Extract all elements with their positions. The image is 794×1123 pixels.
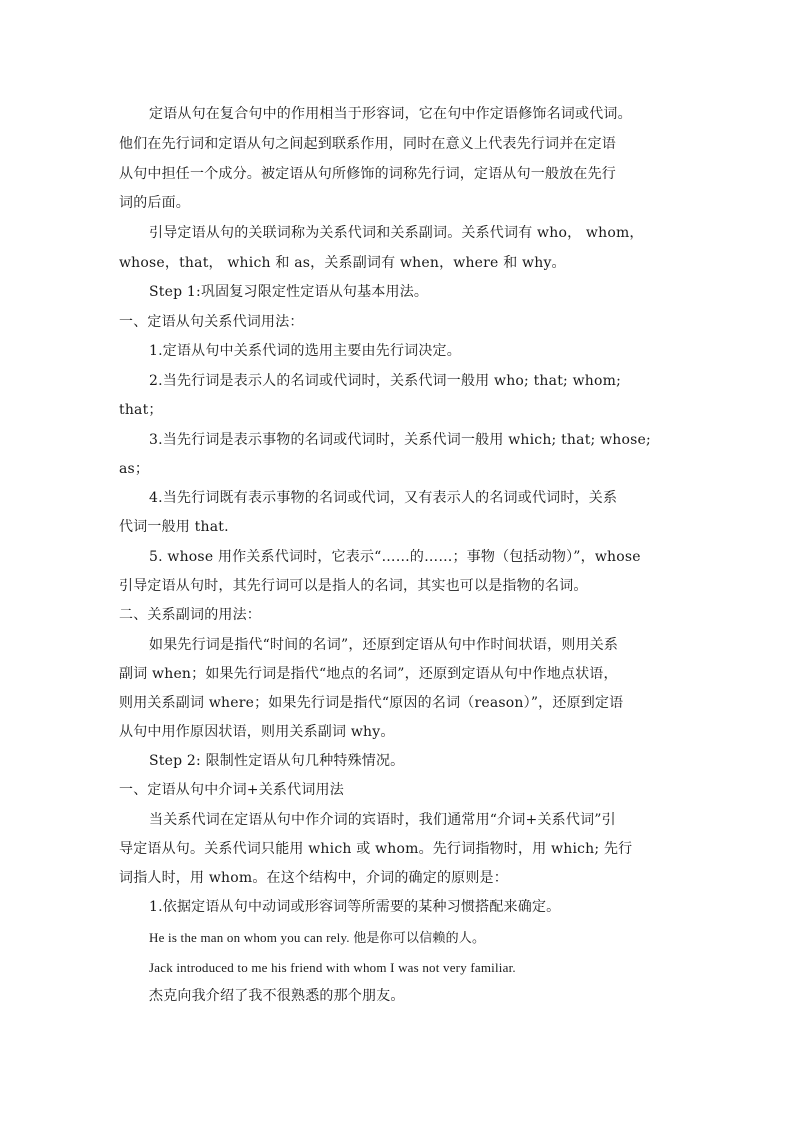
list-item-line: 5. whose 用作关系代词时，它表示“……的……；事物（包括动物）”，whose bbox=[149, 549, 641, 565]
step-heading: Step 1:巩固复习限定性定语从句基本用法。 bbox=[149, 284, 429, 300]
paragraph-line: 引导定语从句的关联词称为关系代词和关系副词。关系代词有 who， whom， bbox=[149, 225, 644, 241]
paragraph-line: 他们在先行词和定语从句之间起到联系作用，同时在意义上代表先行词并在定语 bbox=[119, 136, 616, 152]
section-heading: 一、定语从句关系代词用法： bbox=[119, 314, 304, 330]
paragraph-line: 副词 when；如果先行词是指代“地点的名词”，还原到定语从句中作地点状语， bbox=[119, 666, 618, 682]
section-heading: 二、关系副词的用法： bbox=[119, 607, 261, 623]
example-sentence: Jack introduced to me his friend with whom I was not very familiar. bbox=[149, 960, 516, 975]
paragraph-line: 词指人时，用 whom。在这个结构中，介词的确定的原则是： bbox=[119, 870, 508, 886]
paragraph-line: 导定语从句。关系代词只能用 which 或 whom。先行词指物时，用 which; 先行 bbox=[119, 841, 633, 857]
paragraph-line: 从句中担任一个成分。被定语从句所修饰的词称先行词，定语从句一般放在先行 bbox=[119, 166, 616, 182]
example-sentence: He is the man on whom you can rely. 他是你可以信赖的人。 bbox=[149, 930, 486, 945]
step-heading: Step 2: 限制性定语从句几种特殊情况。 bbox=[149, 753, 405, 769]
paragraph-line: 定语从句在复合句中的作用相当于形容词，它在句中作定语修饰名词或代词。 bbox=[149, 106, 632, 122]
paragraph-line: 词的后面。 bbox=[119, 195, 190, 211]
example-translation: 杰克向我介绍了我不很熟悉的那个朋友。 bbox=[149, 988, 405, 1004]
paragraph-line: whose，that， which 和 as，关系副词有 when，where 和 why。 bbox=[119, 255, 566, 271]
list-item-line: 1.定语从句中关系代词的选用主要由先行词决定。 bbox=[149, 343, 461, 359]
list-item-line: 4.当先行词既有表示事物的名词或代词，又有表示人的名词或代词时，关系 bbox=[149, 490, 618, 506]
paragraph-line: 则用关系副词 where；如果先行词是指代“原因的名词（reason）”，还原到定语 bbox=[119, 695, 624, 711]
list-item-line: 3.当先行词是表示事物的名词或代词时，关系代词一般用 which; that; whose; bbox=[149, 432, 651, 448]
list-item-line: 引导定语从句时，其先行词可以是指人的名词，其实也可以是指物的名词。 bbox=[119, 578, 588, 594]
list-item-line: 2.当先行词是表示人的名词或代词时，关系代词一般用 who; that; whom; bbox=[149, 373, 622, 389]
paragraph-line: 从句中用作原因状语，则用关系副词 why。 bbox=[119, 724, 395, 740]
section-heading: 一、定语从句中介词+关系代词用法 bbox=[119, 782, 344, 798]
list-item-line: 1.依据定语从句中动词或形容词等所需要的某种习惯搭配来确定。 bbox=[149, 899, 561, 915]
paragraph-line: 如果先行词是指代“时间的名词”，还原到定语从句中作时间状语，则用关系 bbox=[149, 637, 619, 653]
list-item-line: as； bbox=[119, 461, 150, 477]
paragraph-line: 当关系代词在定语从句中作介词的宾语时，我们通常用“介词+关系代词”引 bbox=[149, 812, 616, 828]
list-item-line: that； bbox=[119, 402, 163, 418]
list-item-line: 代词一般用 that. bbox=[119, 519, 229, 535]
